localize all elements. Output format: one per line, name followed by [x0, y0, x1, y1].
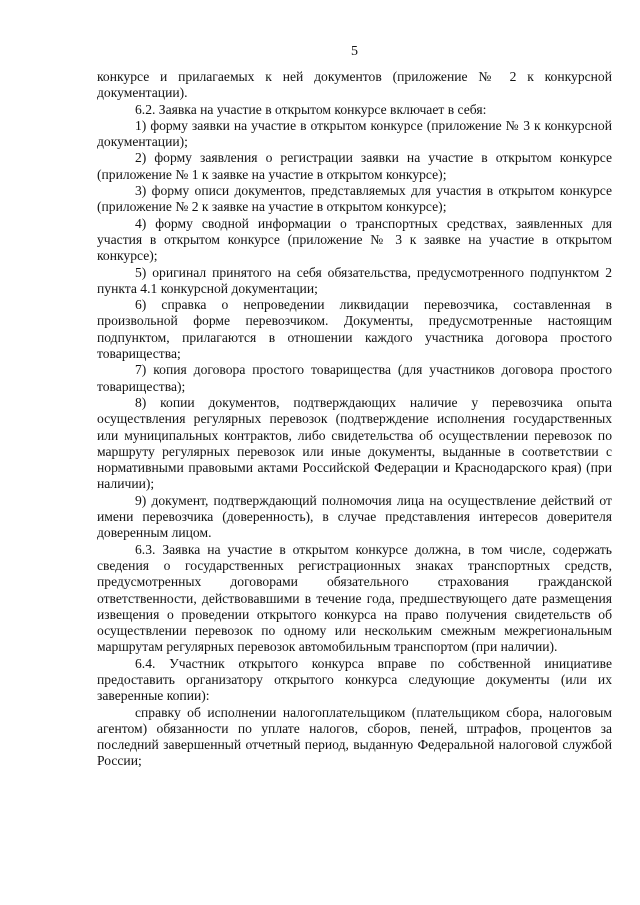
paragraph: 4) форму сводной информации о транспортных средствах, заявленных для участия в открытом конкурсе (приложение № 3 к заявке на участие в открытом конкурсе); [97, 215, 612, 264]
paragraph: 9) документ, подтверждающий полномочия лица на осуществление действий от имени перевозчика (доверенность), в случае представления интересов доверителя доверенным лицом. [97, 492, 612, 541]
page-number: 5 [351, 44, 358, 59]
paragraph: 6.4. Участник открытого конкурса вправе по собственной инициативе предоставить организатору открытого конкурса следующие документы (или их заверенные копии): [97, 655, 612, 704]
paragraph: справку об исполнении налогоплательщиком (плательщиком сбора, налоговым агентом) обязанности по уплате налогов, сборов, пеней, штрафов, процентов за последний завершенный отчетный период, выданную Федеральной налоговой службой России; [97, 704, 612, 769]
paragraph: 8) копии документов, подтверждающих наличие у перевозчика опыта осуществления регулярных перевозок (подтверждение исполнения государственных или муниципальных контрактов, либо свидетельства об осуществлении перевозок по маршруту регулярных перевозок или иные документы, выданные в соответствии с нормативными правовыми актами Российской Федерации и Краснодарского края) (при наличии); [97, 394, 612, 492]
paragraph: 3) форму описи документов, представляемых для участия в открытом конкурсе (приложение № 2 к заявке на участие в открытом конкурсе); [97, 183, 612, 215]
paragraph: 6.3. Заявка на участие в открытом конкурсе должна, в том числе, содержать сведения о государственных регистрационных знаках транспортных средств, предусмотренных договорами обязательного страхования гражданской ответственности, действовавшими в течение года, предшествующего дате размещения извещения о проведении открытого конкурса на право получения свидетельств об осуществлении перевозок по одному или нескольким смежным межрегиональным маршрутам регулярных перевозок автомобильным транспортом (при наличии). [97, 541, 612, 655]
paragraph: 1) форму заявки на участие в открытом конкурсе (приложение № 3 к конкурсной документации); [97, 117, 612, 150]
paragraph: 2) форму заявления о регистрации заявки на участие в открытом конкурсе (приложение № 1 к заявке на участие в открытом конкурсе); [97, 150, 612, 182]
paragraph: 5) оригинал принятого на себя обязательства, предусмотренного подпунктом 2 пункта 4.1 конкурсной документации; [97, 264, 612, 296]
paragraph: конкурсе и прилагаемых к ней документов (приложение № 2 к конкурсной документации). [97, 69, 612, 101]
paragraph: 6) справка о непроведении ликвидации перевозчика, составленная в произвольной форме перевозчиком. Документы, предусмотренные настоящим подпунктом, прилагаются в отношении каждого участника договора простого товарищества; [97, 297, 612, 362]
document-body [97, 69, 612, 770]
paragraph: 7) копия договора простого товарищества (для участников договора простого товарищества); [97, 362, 612, 394]
paragraph: 6.2. Заявка на участие в открытом конкурсе включает в себя: [135, 101, 487, 117]
